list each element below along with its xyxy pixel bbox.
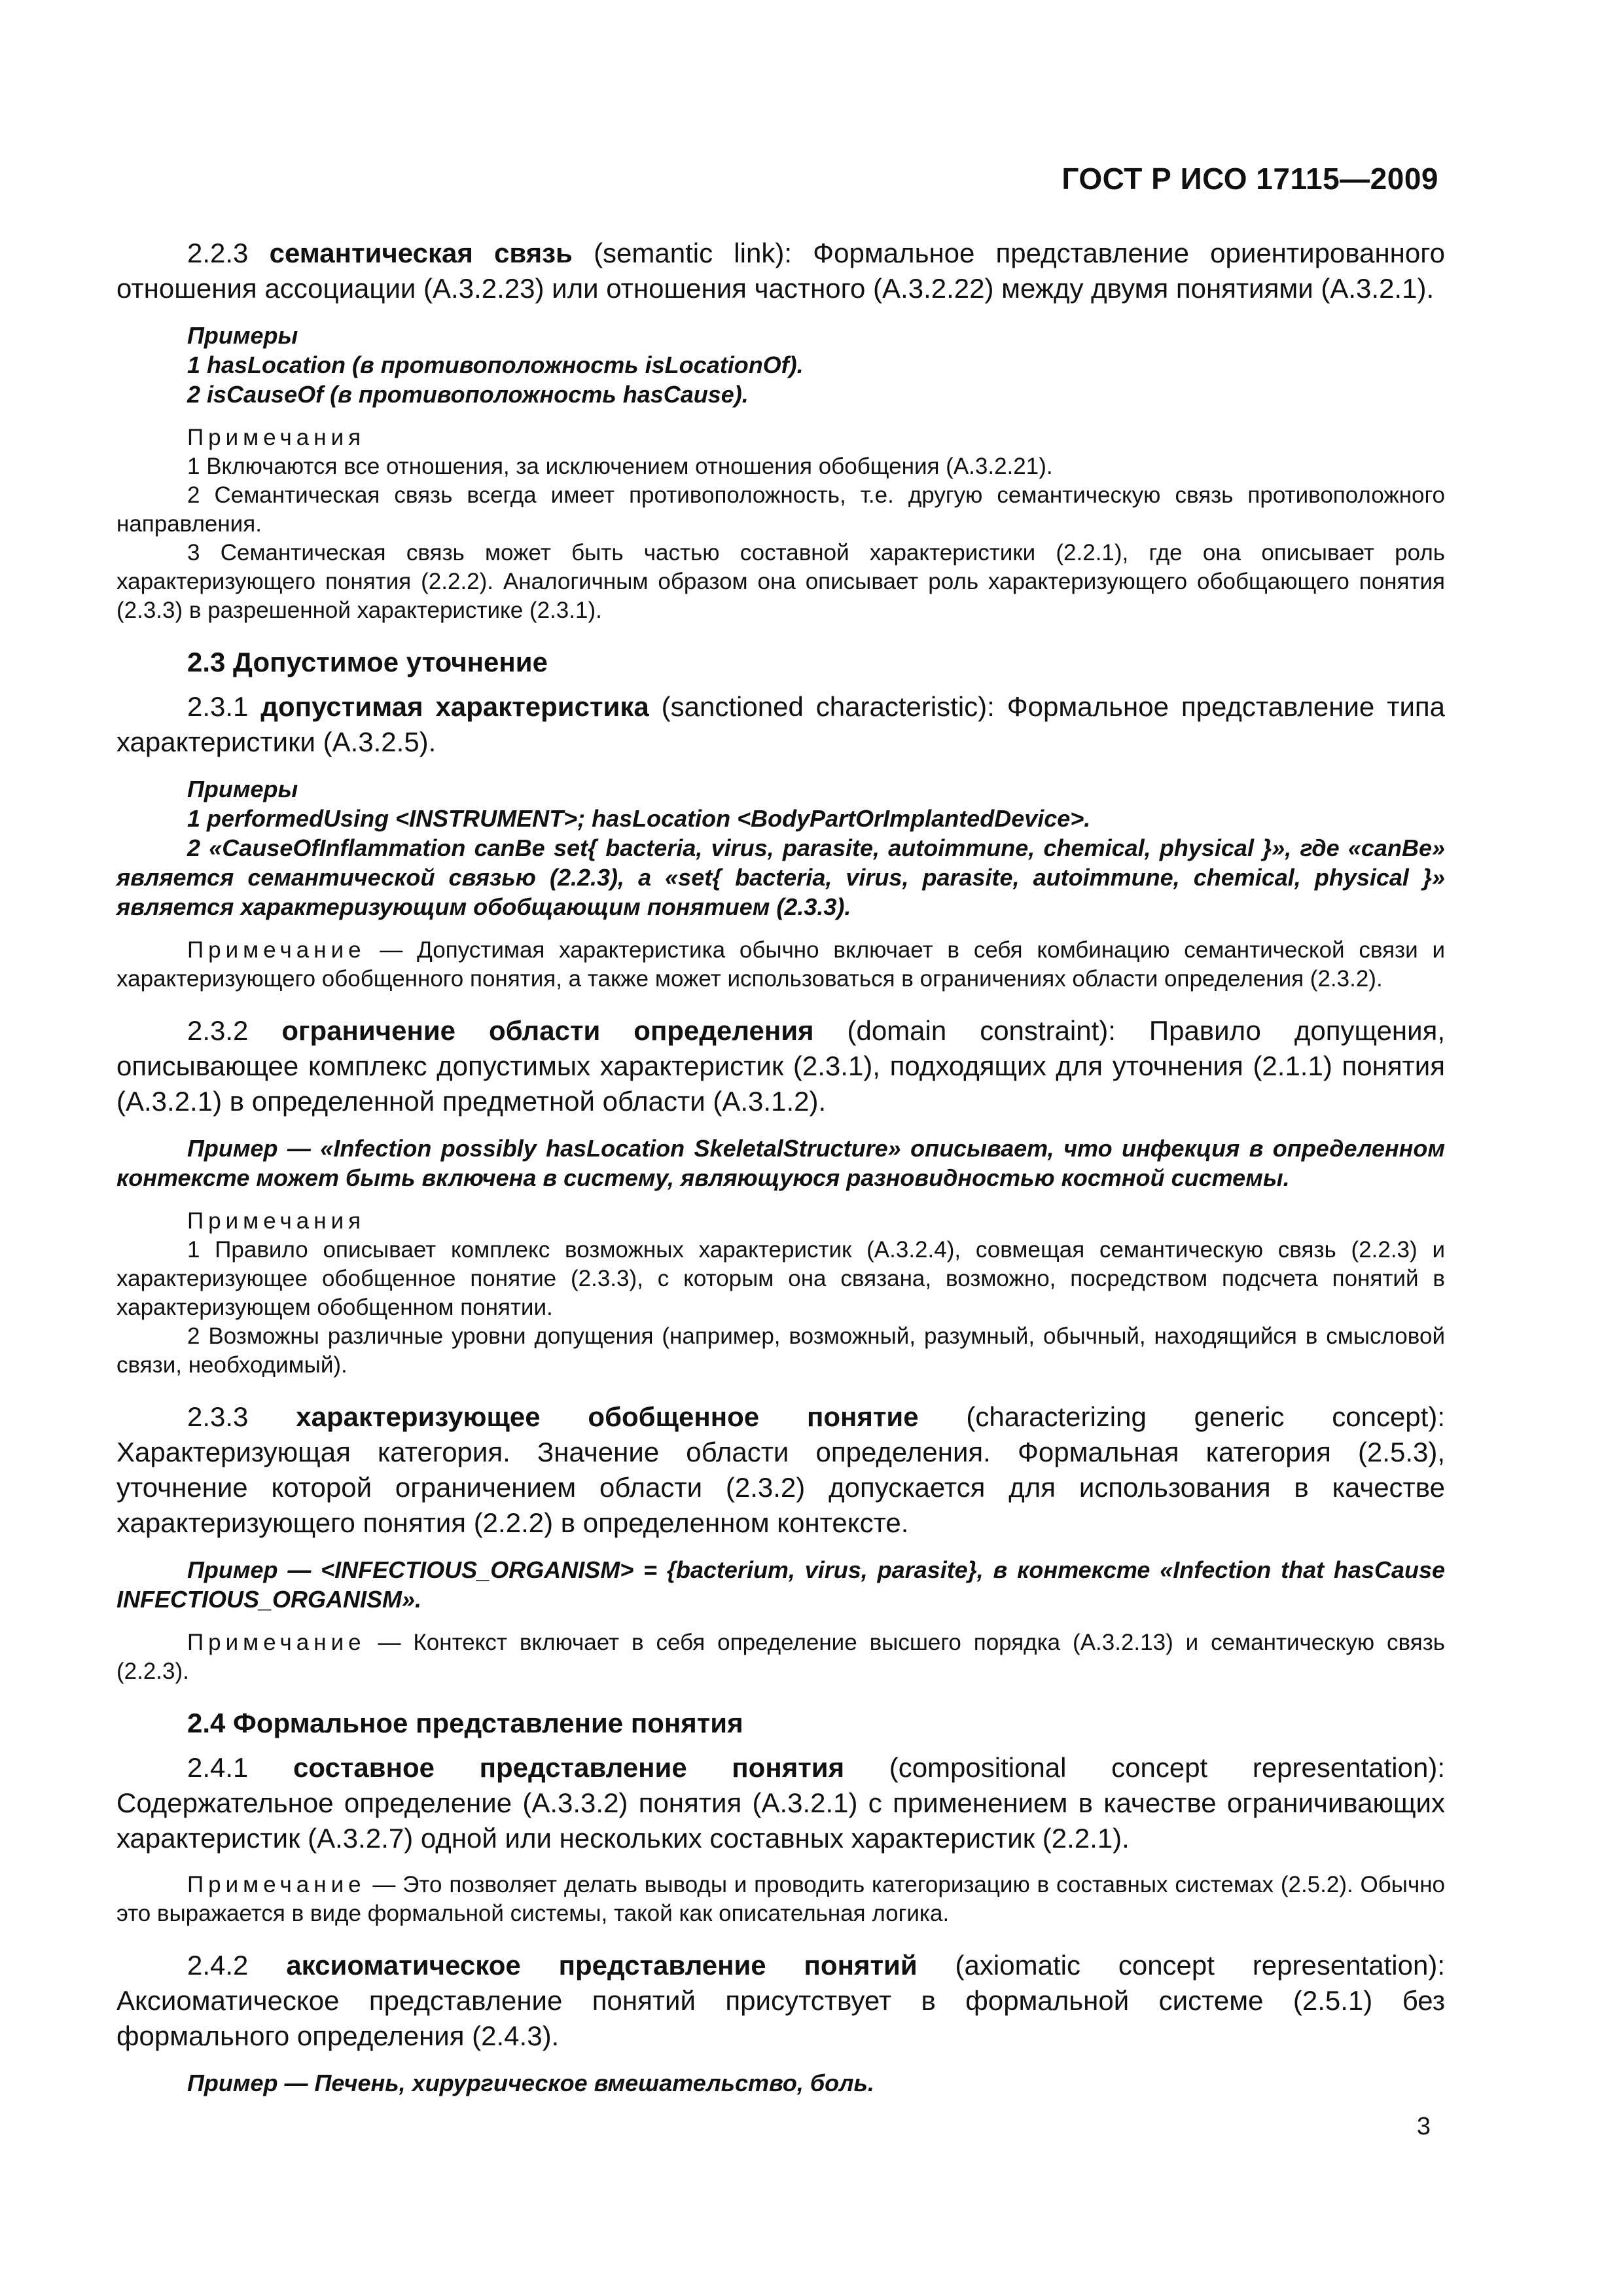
note-2-4-1 — [116, 1871, 1445, 1928]
term-name: ограничение области определения — [281, 1015, 814, 1046]
example-2-4-2: Пример — Печень, хирургическое вмешательство, боль. — [187, 2070, 874, 2096]
term-number: 2.2.3 — [187, 238, 249, 268]
term-definition: (characterizing generic concept): Характеризующая категория. Значение области определения. Формальная категория (2.5.3), уточнение которой ограничением области (2.3.2) допускается для использования в качестве характеризующего понятия (2.2.2) в определенном контексте. — [116, 1401, 1445, 1538]
document-body — [116, 236, 1445, 2098]
example-item: 2 «CauseOfInflammation canBe set{ bacteria, virus, parasite, autoimmune, chemical, physical }», где «canBe» является семантической связью (2.2.3), а «set{ bacteria, virus, parasite, autoimmune, chemical, physical }» является характеризующим обобщающим понятием (2.3.3). — [116, 834, 1445, 920]
term-2-4-2 — [116, 1948, 1445, 2054]
section-heading-2-4: 2.4 Формальное представление понятия — [187, 1708, 743, 1738]
term-name: семантическая связь — [269, 238, 573, 268]
note-item: 2 Возможны различные уровни допущения (например, возможный, разумный, обычный, находящийся в смысловой связи, необходимый). — [116, 1323, 1445, 1378]
note-item: 3 Семантическая связь может быть частью составной характеристики (2.2.1), где она описывает роль характеризующего понятия (2.2.2). Аналогичным образом она описывает роль характеризующего обобщающего понятия (2.3.3) в разрешенной характеристике (2.3.1). — [116, 540, 1445, 623]
term-number: 2.3.1 — [187, 691, 249, 722]
term-number: 2.3.2 — [187, 1015, 249, 1046]
note-label: Примечание — [187, 1872, 366, 1897]
notes-heading: Примечания — [187, 1208, 366, 1234]
term-2-2-3 — [116, 236, 1445, 306]
term-2-3-3 — [116, 1399, 1445, 1541]
note-text: — Допустимая характеристика обычно включает в себя комбинацию семантической связи и характеризующего обобщенного понятия, а также может использоваться в ограничениях области определения (2.3.2). — [116, 937, 1445, 992]
term-name: допустимая характеристика — [260, 691, 649, 722]
term-2-3-1 — [116, 689, 1445, 760]
note-label: Примечание — [187, 1630, 366, 1655]
term-2-3-2 — [116, 1013, 1445, 1119]
example-item: 2 isCauseOf (в противоположность hasCause). — [187, 381, 749, 408]
note-text: — Это позволяет делать выводы и проводить категоризацию в составных системах (2.5.2). Обычно это выражается в виде формальной системы, такой как описательная логика. — [116, 1872, 1445, 1926]
term-number: 2.4.1 — [187, 1752, 249, 1783]
notes-heading: Примечания — [187, 425, 366, 450]
term-definition: (domain constraint): Правило допущения, описывающее комплекс допустимых характеристик (2.3.1), подходящих для уточнения (2.1.1) понятия (A.3.2.1) в определенной предметной области (A.3.1.2). — [116, 1015, 1445, 1117]
term-definition: (sanctioned characteristic): Формальное представление типа характеристики (A.3.2.5). — [116, 691, 1446, 757]
term-name: аксиоматическое представление понятий — [286, 1950, 918, 1981]
term-number: 2.4.2 — [187, 1950, 249, 1981]
term-definition: (axiomatic concept representation): Аксиоматическое представление понятий присутствует в формальной системе (2.5.1) без формального определения (2.4.3). — [116, 1950, 1445, 2051]
note-text: — Контекст включает в себя определение высшего порядка (A.3.2.13) и семантическую связь (2.2.3). — [116, 1630, 1445, 1684]
note-2-3-1 — [116, 936, 1445, 994]
term-2-4-1 — [116, 1750, 1445, 1856]
section-heading-2-3: 2.3 Допустимое уточнение — [187, 647, 548, 677]
term-number: 2.3.3 — [187, 1401, 249, 1432]
note-item: 1 Правило описывает комплекс возможных характеристик (A.3.2.4), совмещая семантическую связь (2.2.3) и характеризующее обобщенное понятие (2.3.3), с которым она связана, возможно, посредством подсчета понятий в характеризующем обобщенном понятии. — [116, 1237, 1445, 1320]
note-label: Примечание — [187, 937, 366, 963]
term-definition: (compositional concept representation): Содержательное определение (A.3.3.2) понятия (A.3.2.1) с применением в качестве ограничивающих характеристик (A.3.2.7) одной или нескольких составных характеристик (2.2.1). — [116, 1752, 1445, 1854]
examples-heading: Примеры — [187, 776, 298, 802]
example-item: 1 hasLocation (в противоположность isLocationOf). — [187, 351, 804, 378]
examples-heading: Примеры — [187, 322, 298, 349]
note-item: 2 Семантическая связь всегда имеет противоположность, т.е. другую семантическую связь противоположного направления. — [116, 482, 1445, 537]
page-number: 3 — [1416, 2113, 1431, 2140]
term-definition: (semantic link): Формальное представление ориентированного отношения ассоциации (A.3.2.23) или отношения частного (A.3.2.22) между двумя понятиями (A.3.2.1). — [116, 238, 1445, 304]
note-2-3-3 — [116, 1628, 1445, 1686]
example-2-3-2: Пример — «Infection possibly hasLocation SkeletalStructure» описывает, что инфекция в определенном контексте может быть включена в систему, являющуюся разновидностью костной системы. — [116, 1135, 1445, 1191]
term-name: составное представление понятия — [293, 1752, 845, 1783]
example-item: 1 performedUsing <INSTRUMENT>; hasLocation <BodyPartOrImplantedDevice>. — [187, 805, 1091, 832]
standard-header: ГОСТ Р ИСО 17115—2009 — [1061, 162, 1438, 196]
example-2-3-3: Пример — <INFECTIOUS_ORGANISM> = {bacterium, virus, parasite}, в контексте «Infection that hasCause INFECTIOUS_ORGANISM». — [116, 1556, 1445, 1613]
note-item: 1 Включаются все отношения, за исключением отношения обобщения (A.3.2.21). — [187, 454, 1053, 479]
term-name: характеризующее обобщенное понятие — [296, 1401, 919, 1432]
